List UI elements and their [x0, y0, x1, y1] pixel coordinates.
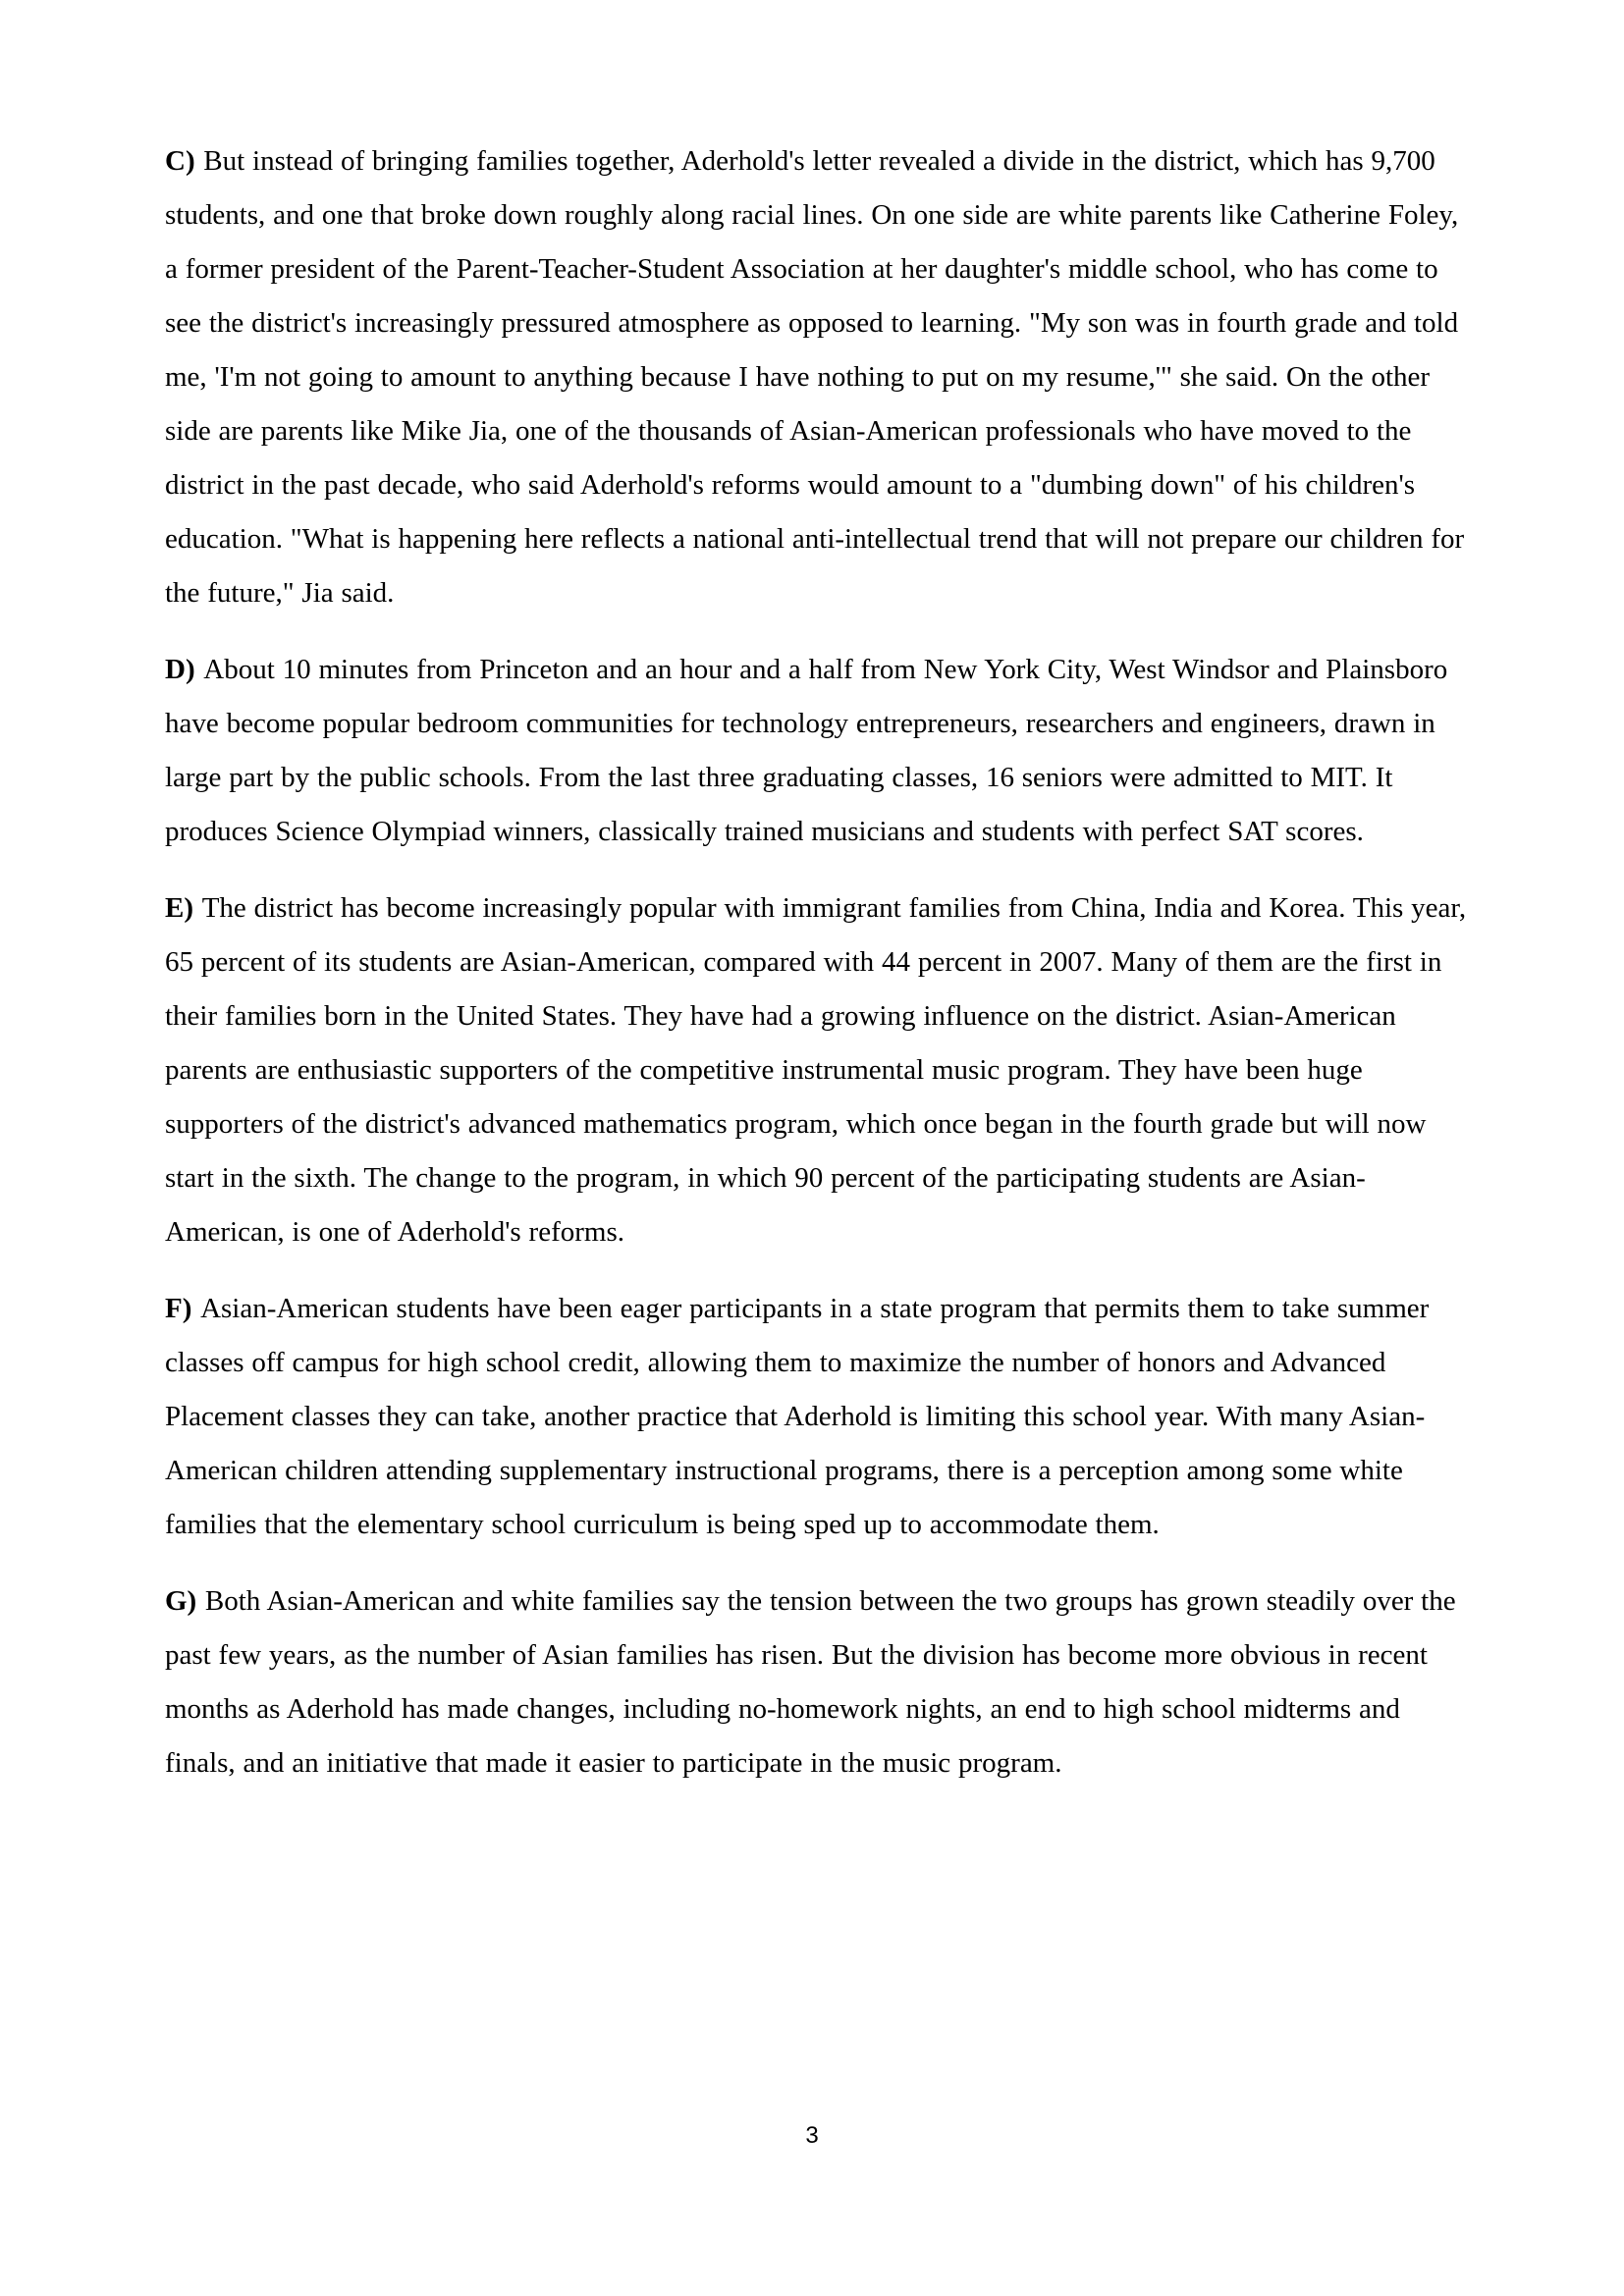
paragraph-e-label: E) [165, 892, 193, 924]
paragraph-f-label: F) [165, 1293, 192, 1324]
paragraph-f [165, 1282, 1473, 1552]
paragraph-d-label: D) [165, 654, 195, 685]
paragraph-e [165, 881, 1473, 1259]
paragraph-c-text: But instead of bringing families together, Aderhold's letter revealed a divide in the district, which has 9,700 students, and one that broke down roughly along racial lines. On one side are white parents like Catherine Foley, a former president of the Parent-Teacher-Student Association at her daughter's middle school, who has come to see the district's increasingly pressured atmosphere as opposed to learning. "My son was in fourth grade and told me, 'I'm not going to amount to anything because I have nothing to put on my resume,'" she said. On the other side are parents like Mike Jia, one of the thousands of Asian-American professionals who have moved to the district in the past decade, who said Aderhold's reforms would amount to a "dumbing down" of his children's education. "What is happening here reflects a national anti-intellectual trend that will not prepare our children for the future," Jia said. [165, 145, 1465, 609]
paragraph-f-text: Asian-American students have been eager participants in a state program that permits them to take summer classes off campus for high school credit, allowing them to maximize the number of honors and Advanced Placement classes they can take, another practice that Aderhold is limiting this school year. With many Asian-American children attending supplementary instructional programs, there is a perception among some white families that the elementary school curriculum is being sped up to accommodate them. [165, 1293, 1430, 1540]
document-body-text [165, 134, 1473, 1813]
paragraph-d [165, 643, 1473, 859]
paragraph-d-text: About 10 minutes from Princeton and an hour and a half from New York City, West Windsor and Plainsboro have become popular bedroom communities for technology entrepreneurs, researchers and engineers, drawn in large part by the public schools. From the last three graduating classes, 16 seniors were admitted to MIT. It produces Science Olympiad winners, classically trained musicians and students with perfect SAT scores. [165, 654, 1448, 847]
paragraph-g-label: G) [165, 1585, 197, 1617]
paragraph-c-label: C) [165, 145, 195, 177]
page-number: 3 [805, 2122, 819, 2149]
paragraph-c [165, 134, 1473, 620]
paragraph-g [165, 1575, 1473, 1790]
paragraph-g-text: Both Asian-American and white families say the tension between the two groups has grown steadily over the past few years, as the number of Asian families has risen. But the division has become more obvious in recent months as Aderhold has made changes, including no-homework nights, an end to high school midterms and finals, and an initiative that made it easier to participate in the music program. [165, 1585, 1456, 1779]
paragraph-e-text: The district has become increasingly popular with immigrant families from China, India and Korea. This year, 65 percent of its students are Asian-American, compared with 44 percent in 2007. Many of them are the first in their families born in the United States. They have had a growing influence on the district. Asian-American parents are enthusiastic supporters of the competitive instrumental music program. They have been huge supporters of the district's advanced mathematics program, which once began in the fourth grade but will now start in the sixth. The change to the program, in which 90 percent of the participating students are Asian-American, is one of Aderhold's reforms. [165, 892, 1467, 1248]
